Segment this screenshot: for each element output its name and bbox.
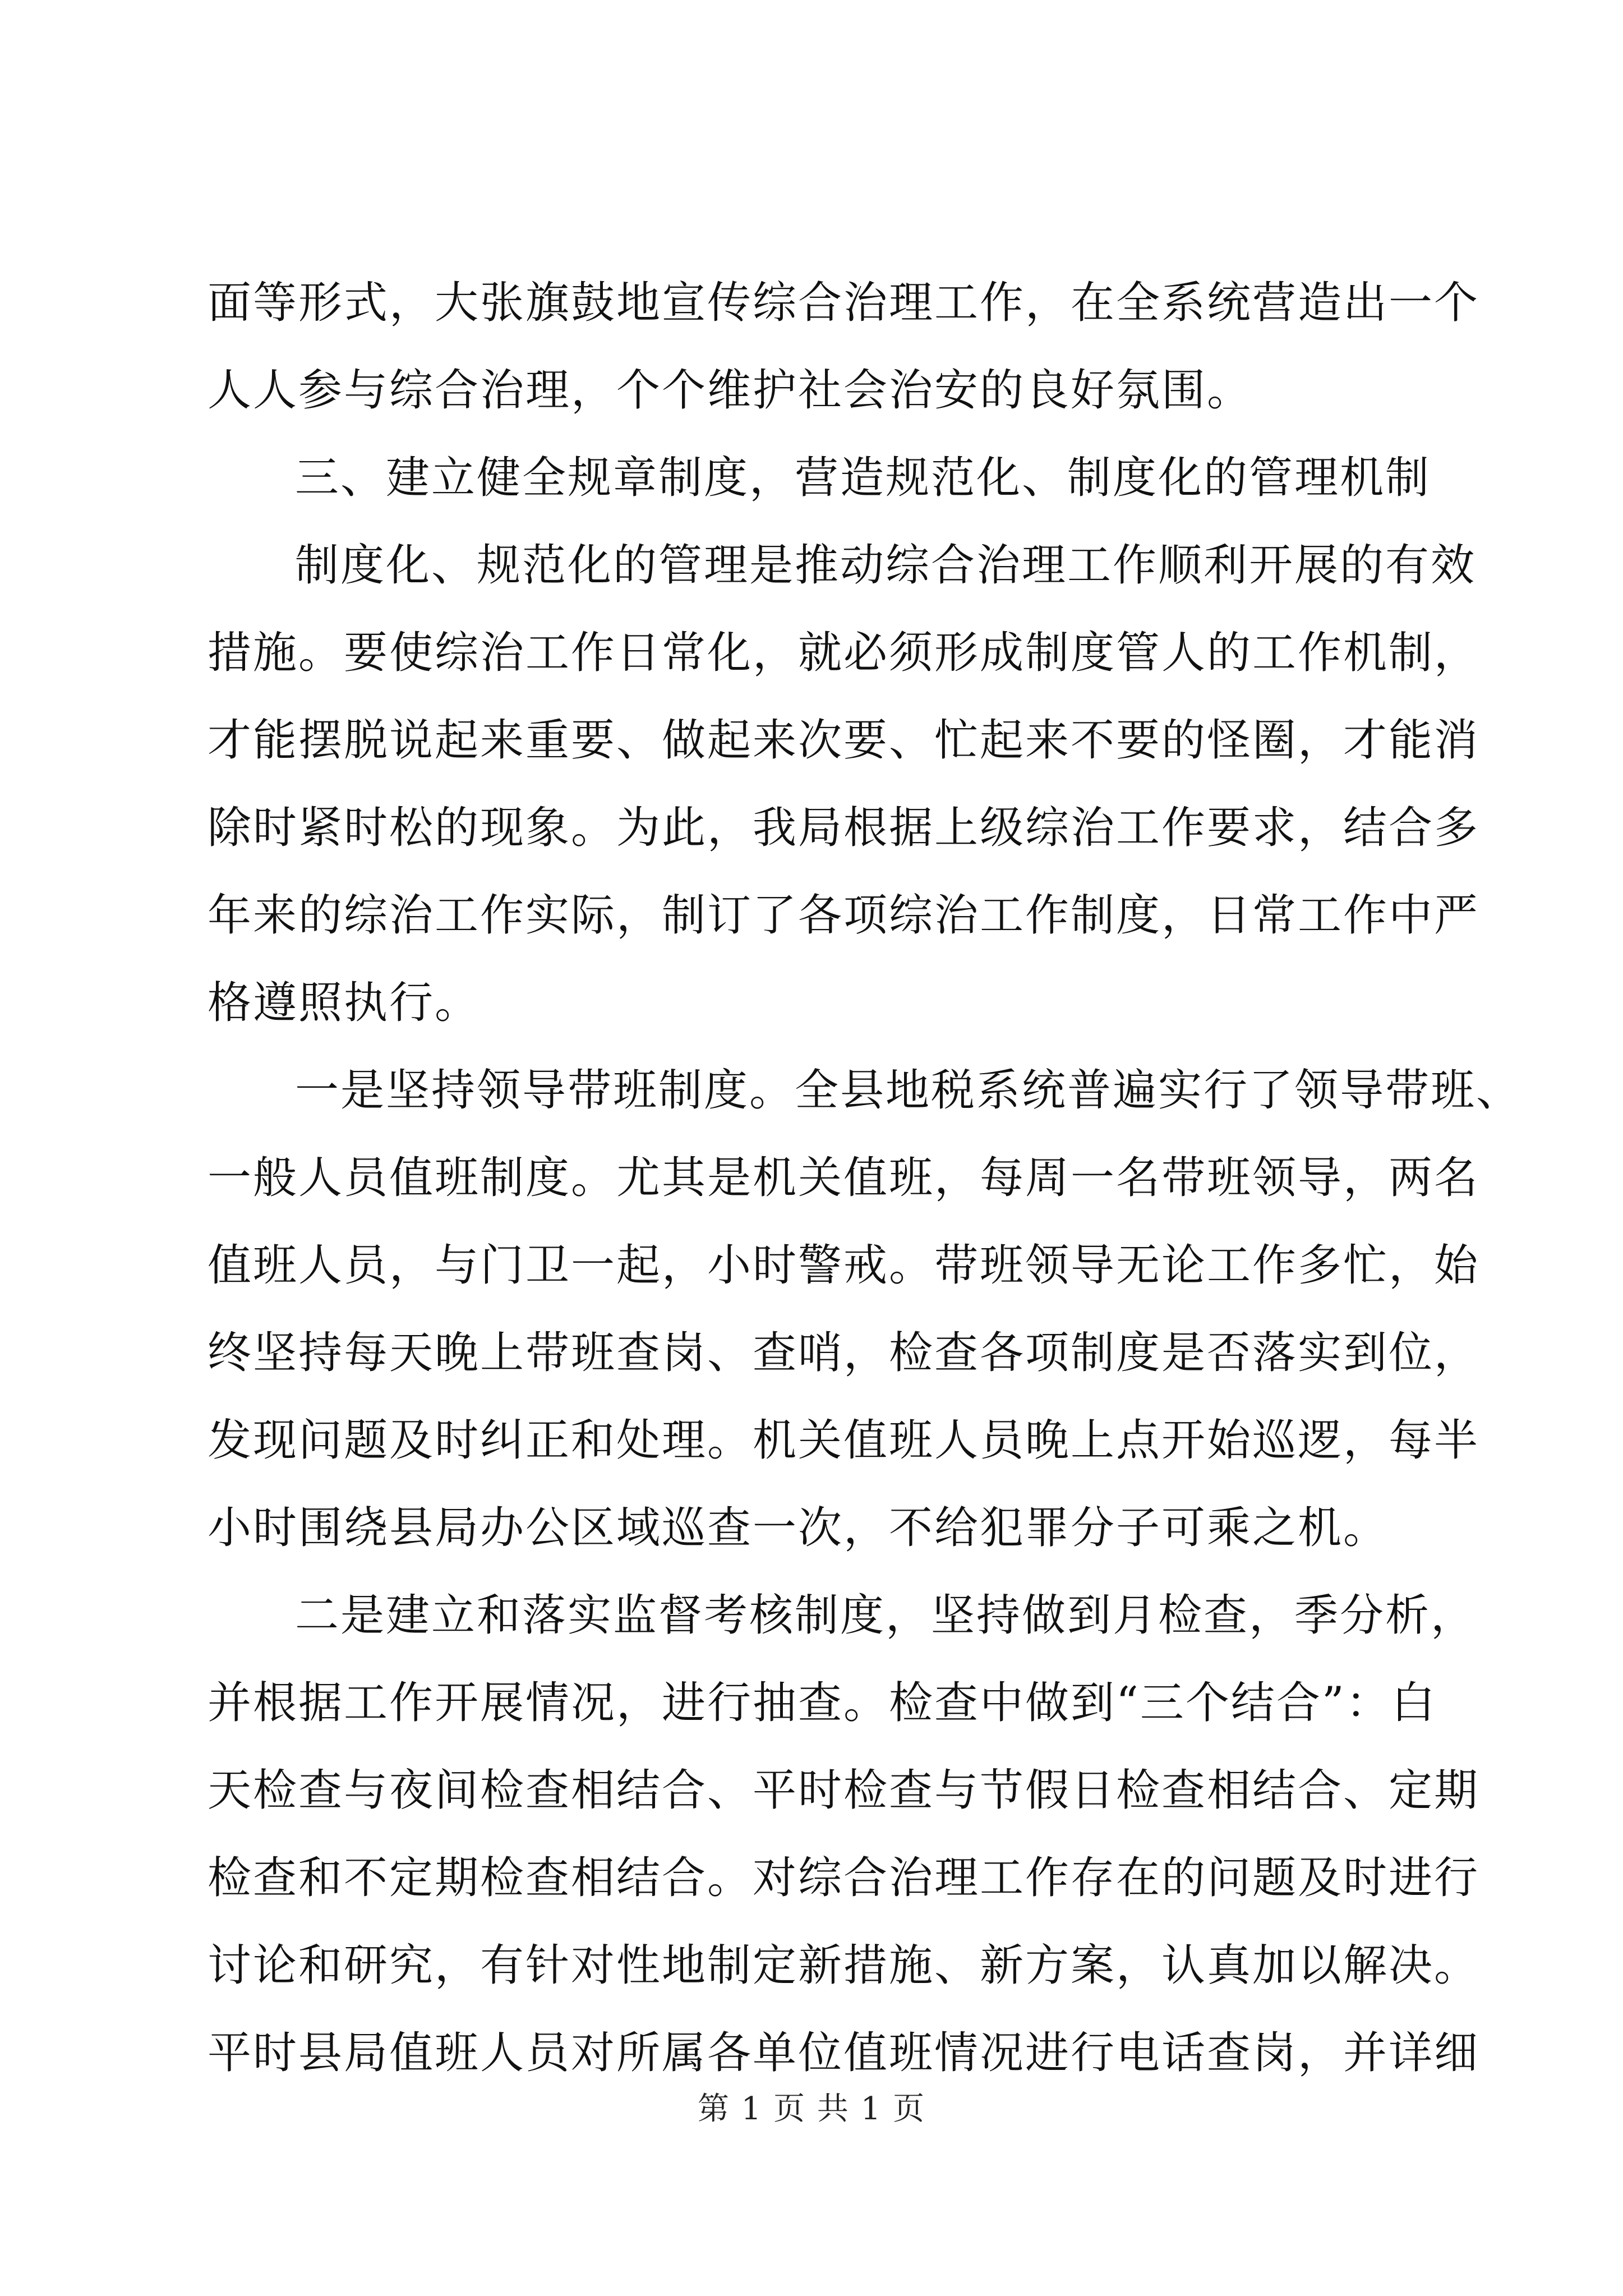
text-line: 检查和不定期检查相结合。对综合治理工作存在的问题及时进行 [208,1853,1480,1903]
text-line: 才能摆脱说起来重要、做起来次要、忙起来不要的怪圈，才能消 [208,715,1480,766]
text-line: 发现问题及时纠正和处理。机关值班人员晚上点开始巡逻，每半 [208,1415,1480,1466]
text-line: 天检查与夜间检查相结合、平时检查与节假日检查相结合、定期 [208,1765,1480,1816]
text-line: 终坚持每天晚上带班查岗、查哨，检查各项制度是否落实到位， [208,1328,1480,1378]
text-line: 除时紧时松的现象。为此，我局根据上级综治工作要求，结合多 [208,803,1480,853]
text-line: 年来的综治工作实际，制订了各项综治工作制度，日常工作中严 [208,890,1480,941]
text-line: 措施。要使综治工作日常化，就必须形成制度管人的工作机制， [208,628,1480,678]
page-footer: 第 1 页 共 1 页 [697,2091,926,2127]
text-line: 并根据工作开展情况，进行抽查。检查中做到“三个结合”：白 [208,1678,1437,1728]
paragraph-start: 制度化、规范化的管理是推动综合治理工作顺利开展的有效 [295,540,1477,591]
paragraph-start: 二是建立和落实监督考核制度，坚持做到月检查，季分析， [295,1590,1477,1641]
text-line: 面等形式，大张旗鼓地宣传综合治理工作，在全系统营造出一个 [208,278,1480,328]
text-line: 格遵照执行。 [208,978,481,1028]
section-heading: 三、建立健全规章制度，营造规范化、制度化的管理机制 [295,453,1431,503]
text-line: 一般人员值班制度。尤其是机关值班，每周一名带班领导，两名 [208,1153,1480,1203]
text-line: 值班人员，与门卫一起，小时警戒。带班领导无论工作多忙，始 [208,1240,1480,1291]
text-line: 人人参与综合治理，个个维护社会治安的良好氛围。 [208,365,1253,416]
paragraph-start: 一是坚持领导带班制度。全县地税系统普遍实行了领导带班、 [295,1065,1522,1116]
text-line: 小时围绕县局办公区域巡查一次，不给犯罪分子可乘之机。 [208,1503,1389,1553]
document-body [208,259,1522,2097]
text-line: 讨论和研究，有针对性地制定新措施、新方案，认真加以解决。 [208,1940,1480,1991]
text-line: 平时县局值班人员对所属各单位值班情况进行电话查岗，并详细 [208,2028,1480,2078]
